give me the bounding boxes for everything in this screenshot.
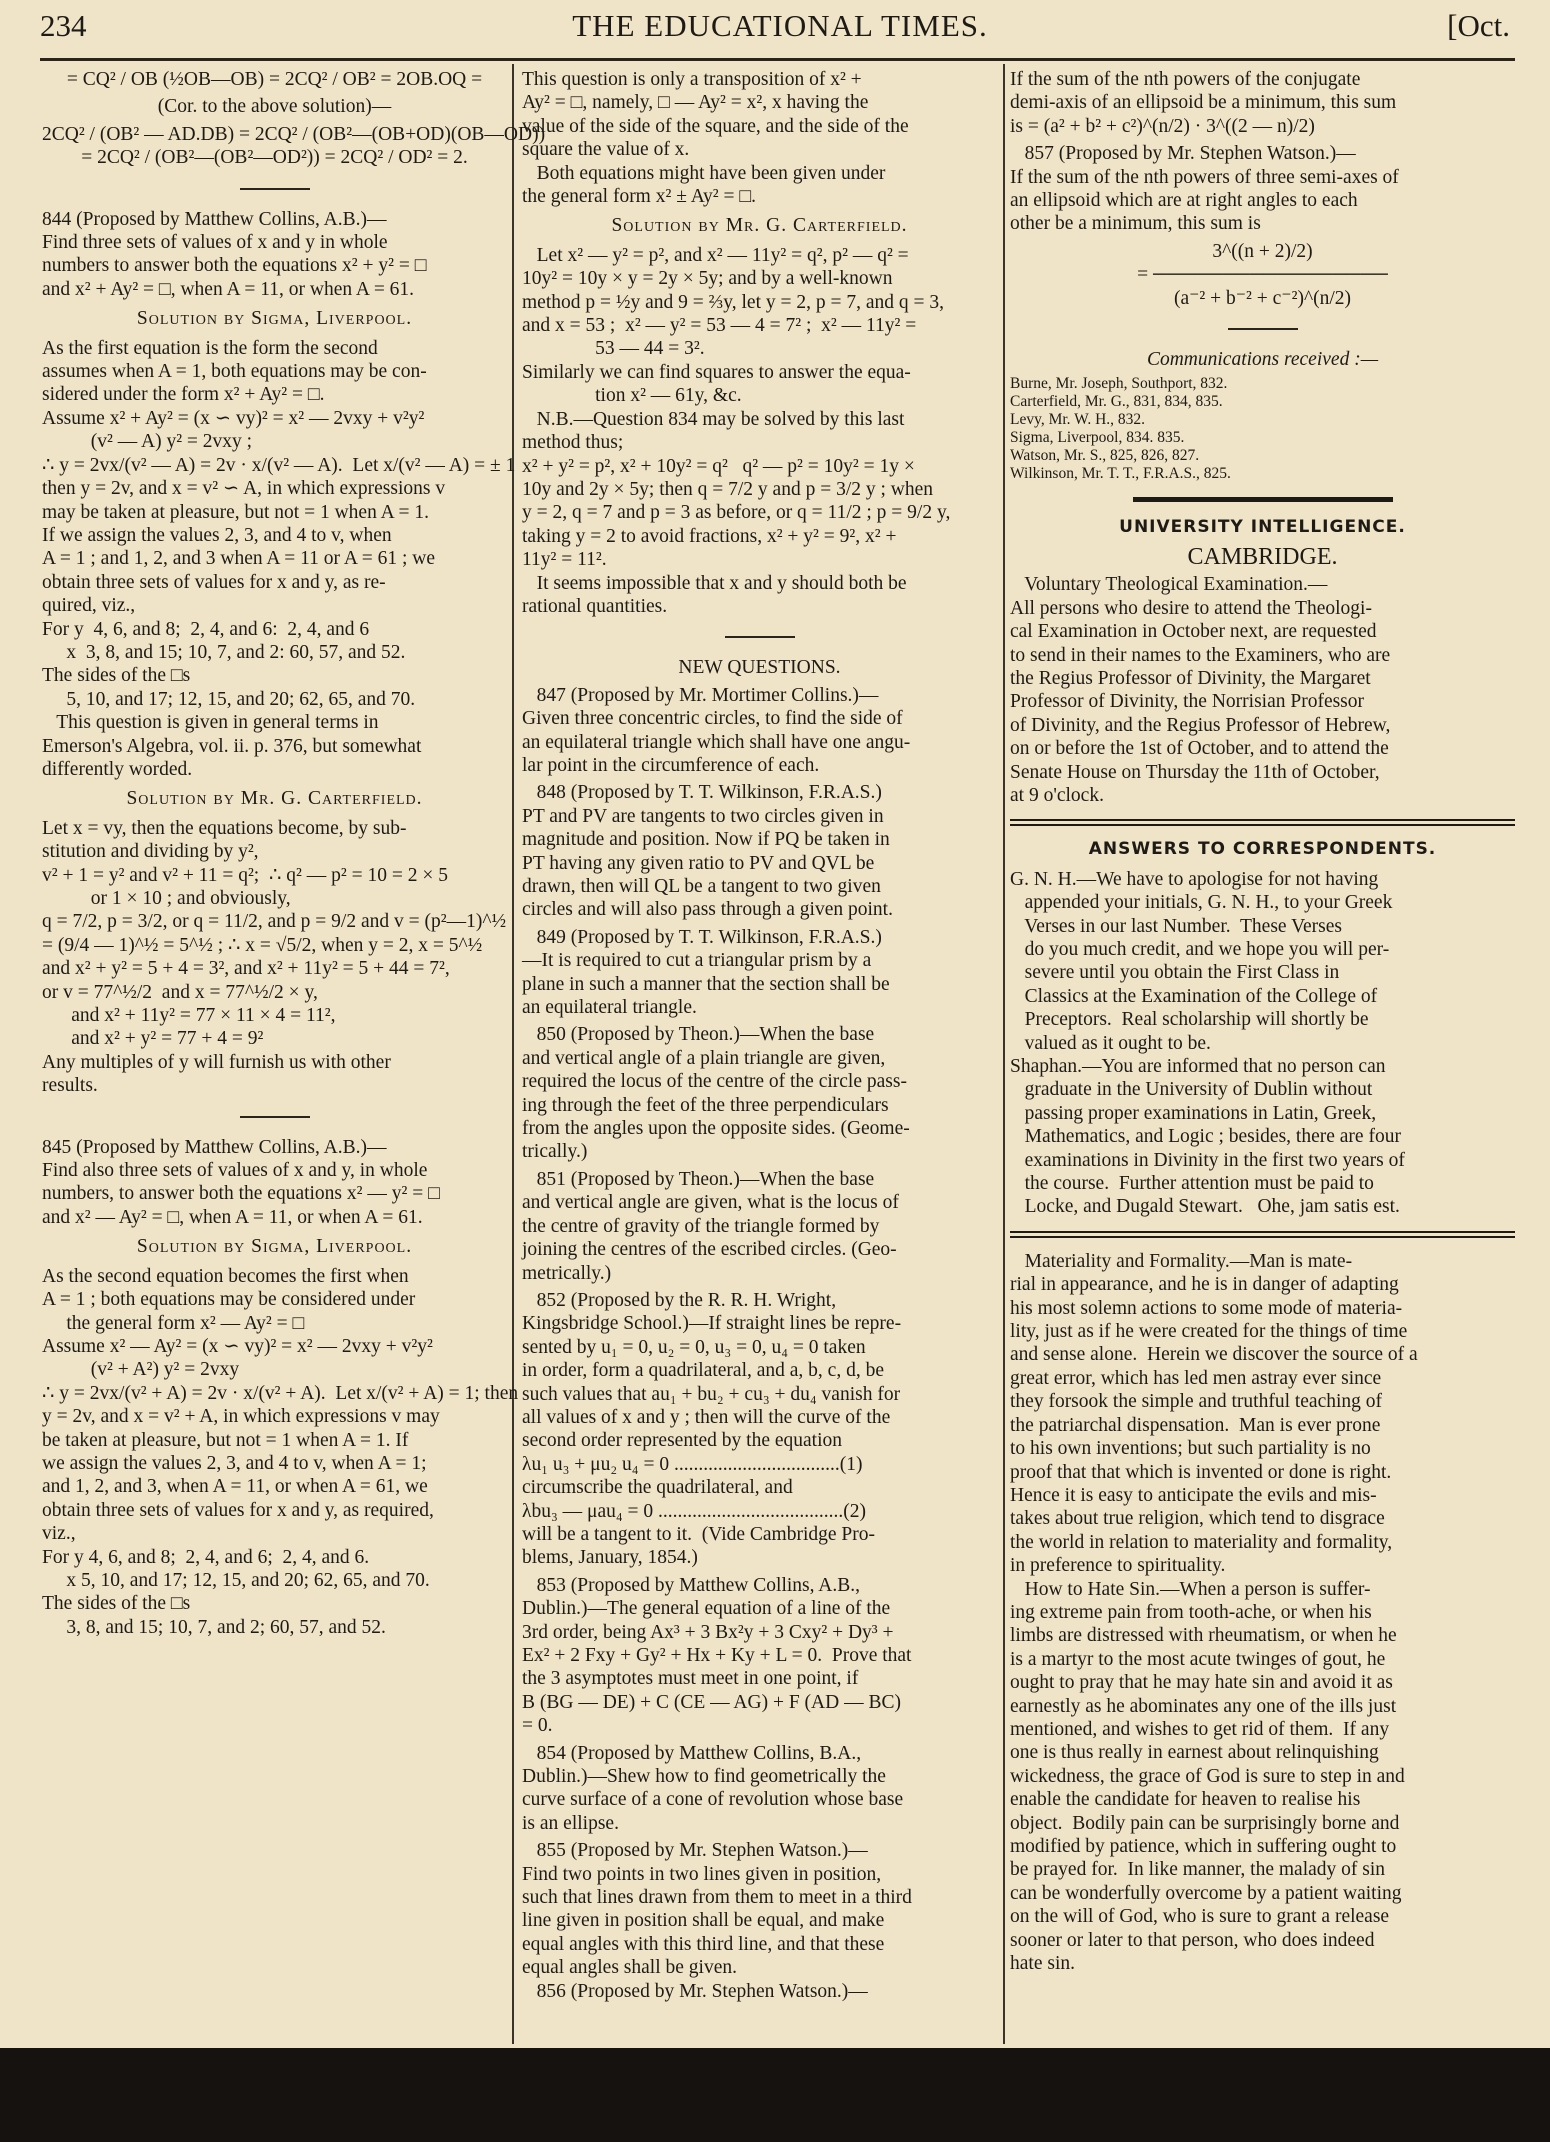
text-line: How to Hate Sin.—When a person is suffer- — [1010, 1578, 1371, 1600]
text-line: 857 (Proposed by Mr. Stephen Watson.)— — [1010, 143, 1356, 165]
text-line: 849 (Proposed by T. T. Wilkinson, F.R.A.S.) — [522, 926, 882, 948]
text-line: the patriarchal dispensation. Man is ever prone — [1010, 1414, 1381, 1436]
text-line: the course. Further attention must be paid to — [1010, 1173, 1374, 1195]
text-line: Emerson's Algebra, vol. ii. p. 376, but somewhat — [42, 735, 422, 757]
text-line: the 3 asymptotes must meet in one point, if — [522, 1668, 859, 1690]
text-line: UNIVERSITY INTELLIGENCE. — [1119, 517, 1406, 538]
text-line: λu₁ u₃ + μu₂ u₄ = 0 ..................................(1) — [522, 1453, 863, 1475]
text-line: Assume x² + Ay² = (x ∽ vy)² = x² — 2vxy + v²y² — [42, 407, 425, 429]
text-line: his most solemn actions to some mode of materia- — [1010, 1297, 1403, 1319]
text-line: 5, 10, and 17; 12, 15, and 20; 62, 65, and 70. — [42, 688, 416, 710]
text-line: For y 4, 6, and 8; 2, 4, and 6: 2, 4, and 6 — [42, 618, 370, 640]
text-line: severe until you obtain the First Class in — [1010, 962, 1340, 984]
text-line: such that lines drawn from them to meet in a third — [522, 1887, 912, 1909]
text-line: wickedness, the grace of God is sure to step in and — [1010, 1765, 1405, 1787]
text-line: graduate in the University of Dublin without — [1010, 1079, 1373, 1101]
text-line: Let x = vy, then the equations become, by sub- — [42, 817, 407, 839]
text-line: Communications received :— — [1146, 349, 1379, 371]
paragraph — [1010, 68, 1515, 138]
text-line: Find three sets of values of x and y in whole — [42, 232, 388, 254]
paragraph — [42, 337, 516, 782]
text-line: Find also three sets of values of x and y, in whole — [42, 1160, 428, 1182]
equation — [42, 68, 507, 91]
section-heading — [42, 1235, 507, 1258]
text-line: x 5, 10, and 17; 12, 15, and 20; 62, 65, and 70. — [42, 1569, 430, 1591]
text-line: Professor of Divinity, the Norrisian Professor — [1010, 691, 1365, 713]
text-line: plane in such a manner that the section shall be — [522, 973, 890, 995]
text-line: 3, 8, and 15; 10, 7, and 2; 60, 57, and 52. — [42, 1616, 386, 1638]
text-line: Solution by Mr. G. Carterfield. — [611, 215, 908, 237]
text-line: one is thus really in earnest about relinquishing — [1010, 1742, 1379, 1764]
text-line: 848 (Proposed by T. T. Wilkinson, F.R.A.S.) — [522, 782, 882, 804]
text-line: joining the centres of the escribed circles. (Geo- — [522, 1239, 897, 1261]
text-line: Similarly we can find squares to answer the equa- — [522, 361, 911, 383]
text-line: method thus; — [522, 432, 624, 454]
scan-border — [0, 2048, 1550, 2142]
column-divider — [1003, 64, 1005, 2044]
text-line: A = 1 ; and 1, 2, and 3 when A = 11 or A = 61 ; we — [42, 548, 435, 570]
text-line: circumscribe the quadrilateral, and — [522, 1477, 793, 1499]
equation — [42, 123, 546, 170]
text-line: stitution and dividing by y², — [42, 841, 259, 863]
text-line: ing through the feet of the three perpendiculars — [522, 1094, 889, 1116]
text-line: This question is given in general terms in — [42, 712, 379, 734]
text-line: 11y² = 11². — [522, 549, 607, 571]
page-header — [40, 4, 1520, 50]
text-line: line given in position shall be equal, and make — [522, 1910, 885, 1932]
text-line: Mathematics, and Logic ; besides, there are four — [1010, 1126, 1401, 1148]
section-divider — [1133, 497, 1393, 502]
text-line: on or before the 1st of October, and to attend the — [1010, 738, 1389, 760]
text-line: equal angles with this third line, and that these — [522, 1933, 885, 1955]
section-heading — [522, 214, 997, 237]
text-line: blems, January, 1854.) — [522, 1547, 698, 1569]
text-line: be prayed for. In like manner, the malady of sin — [1010, 1859, 1386, 1881]
text-line: the Regius Professor of Divinity, the Margaret — [1010, 667, 1371, 689]
text-line: metrically.) — [522, 1262, 612, 1284]
text-line: may be taken at pleasure, but not = 1 when A = 1. — [42, 501, 429, 523]
text-line: assumes when A = 1, both equations may be con- — [42, 361, 427, 383]
text-line: obtain three sets of values for x and y, as required, — [42, 1499, 434, 1521]
text-line: 853 (Proposed by Matthew Collins, A.B., — [522, 1574, 861, 1596]
text-line: x 3, 8, and 15; 10, 7, and 2: 60, 57, and 52. — [42, 641, 406, 663]
paragraph — [522, 1289, 997, 1570]
text-line: Watson, Mr. S., 825, 826, 827. — [1010, 447, 1200, 465]
text-line: = 2CQ² / (OB²—(OB²—OD²)) = 2CQ² / OD² = 2. — [81, 147, 468, 169]
text-line: N.B.—Question 834 may be solved by this last — [522, 408, 905, 430]
text-line: 851 (Proposed by Theon.)—When the base — [522, 1168, 875, 1190]
text-line: Solution by Sigma, Liverpool. — [136, 308, 413, 330]
paragraph — [42, 817, 507, 1098]
text-line: valued as it ought to be. — [1010, 1032, 1211, 1054]
text-line: It seems impossible that x and y should both be — [522, 572, 907, 594]
text-line: = CQ² / OB (½OB—OB) = 2CQ² / OB² = 2OB.OQ = — [66, 69, 483, 90]
text-line: equal angles shall be given. — [522, 1957, 737, 1979]
text-line: or 1 × 10 ; and obviously, — [42, 888, 291, 909]
text-line: Levy, Mr. W. H., 832. — [1010, 411, 1146, 429]
paragraph — [522, 244, 997, 619]
paragraph — [42, 1136, 507, 1230]
column-3 — [1010, 68, 1515, 1979]
paragraph — [522, 1839, 997, 2003]
text-line: The sides of the □s — [42, 1593, 191, 1615]
text-line: v² + 1 = y² and v² + 11 = q²; ∴ q² — p² = 10 = 2 × 5 — [42, 864, 448, 886]
text-line: 3rd order, being Ax³ + 3 Bx²y + 3 Cxy² + Dy³ + — [522, 1621, 894, 1643]
text-line: 844 (Proposed by Matthew Collins, A.B.)— — [42, 208, 387, 230]
text-line: y = 2v, and x = v² + A, in which expressions v may — [42, 1406, 440, 1428]
text-line: then y = 2v, and x = v² ∽ A, in which expressions v — [42, 478, 446, 500]
text-line: 856 (Proposed by Mr. Stephen Watson.)— — [522, 1980, 868, 2002]
text-line: takes about true religion, which tend to disgrace — [1010, 1508, 1385, 1530]
text-line: For y 4, 6, and 8; 2, 4, and 6; 2, 4, and 6. — [42, 1546, 370, 1568]
equation — [1010, 240, 1515, 310]
text-line: magnitude and position. Now if PQ be taken in — [522, 829, 890, 851]
text-line: and x = 53 ; x² — y² = 53 — 4 = 7² ; x² — 11y² = — [522, 315, 917, 337]
text-line: results. — [42, 1075, 98, 1097]
text-line: taking y = 2 to avoid fractions, x² + y² = 9², x² + — [522, 525, 897, 547]
text-line: The sides of the □s — [42, 665, 191, 687]
header-rule — [40, 58, 1515, 61]
text-line: = ───────────────── — [1137, 264, 1388, 286]
text-line: 10y² = 10y × y = 2y × 5y; and by a well-known — [522, 268, 893, 290]
text-line: All persons who desire to attend the Theologi- — [1010, 597, 1372, 619]
text-line: limbs are distressed with rheumatism, or when he — [1010, 1625, 1397, 1647]
text-line: drawn, then will QL be a tangent to two given — [522, 876, 881, 897]
text-line: great error, which has led men astray ever since — [1010, 1367, 1382, 1389]
text-line: appended your initials, G. N. H., to your Greek — [1010, 892, 1393, 914]
text-line: B (BG — DE) + C (CE — AG) + F (AD — BC) — [522, 1691, 901, 1713]
text-line: obtain three sets of values for x and y, as re- — [42, 571, 386, 593]
text-line: y = 2, q = 7 and p = 3 as before, or q = 11/2 ; p = 9/2 y, — [522, 502, 951, 524]
text-line: earnestly as he abominates any one of the ills just — [1010, 1695, 1397, 1717]
text-line: 847 (Proposed by Mr. Mortimer Collins.)— — [522, 684, 879, 706]
section-divider — [240, 188, 310, 190]
text-line: value of the side of the square, and the side of the — [522, 115, 909, 137]
text-line: circles and will also pass through a given point. — [522, 899, 893, 921]
text-line: NEW QUESTIONS. — [678, 657, 841, 679]
paragraph — [1010, 868, 1515, 1219]
section-divider — [725, 636, 795, 638]
text-line: Solution by Mr. G. Carterfield. — [126, 788, 423, 810]
text-line: the world in relation to materiality and formality, — [1010, 1531, 1393, 1553]
section-heading — [1010, 516, 1515, 539]
text-line: the general form x² ± Ay² = □. — [522, 186, 756, 208]
paragraph — [522, 656, 997, 679]
text-line: (a⁻² + b⁻² + c⁻²)^(n/2) — [1173, 287, 1351, 309]
text-line: Sigma, Liverpool, 834. 835. — [1010, 429, 1185, 447]
text-line: passing proper examinations in Latin, Greek, — [1010, 1102, 1377, 1124]
text-line: This question is only a transposition of x² + — [522, 69, 862, 90]
text-line: 845 (Proposed by Matthew Collins, A.B.)— — [42, 1136, 387, 1158]
text-line: Assume x² — Ay² = (x ∽ vy)² = x² — 2vxy + v²y² — [42, 1335, 433, 1357]
text-line: trically.) — [522, 1141, 588, 1163]
column-divider — [512, 64, 514, 2044]
text-line: rial in appearance, and he is in danger of adapting — [1010, 1274, 1399, 1296]
text-line: = 0. — [522, 1715, 553, 1737]
text-line: curve surface of a cone of revolution whose base — [522, 1789, 904, 1811]
paragraph — [42, 95, 507, 118]
text-line: 2CQ² / (OB² — AD.DB) = 2CQ² / (OB²—(OB+OD)(OB—OD)) — [42, 123, 546, 145]
text-line: the centre of gravity of the triangle formed by — [522, 1215, 880, 1237]
text-line: = (9/4 — 1)^½ = 5^½ ; ∴ x = √5/2, when y = 2, x = 5^½ — [42, 934, 483, 956]
text-line: x² + y² = p², x² + 10y² = q² q² — p² = 10y² = 1y × — [522, 455, 915, 477]
text-line: of Divinity, and the Regius Professor of Hebrew, — [1010, 714, 1391, 736]
text-line: an equilateral triangle which shall have one angu- — [522, 731, 911, 753]
section-divider — [1228, 328, 1298, 330]
text-line: required the locus of the centre of the circle pass- — [522, 1071, 907, 1093]
text-line: Both equations might have been given under — [522, 162, 886, 184]
text-line: Classics at the Examination of the College of — [1010, 985, 1378, 1007]
text-line: Find two points in two lines given in position, — [522, 1863, 882, 1885]
paragraph — [522, 926, 997, 1020]
text-line: Given three concentric circles, to find the side of — [522, 708, 903, 730]
paragraph — [1010, 142, 1515, 236]
text-line: 3^((n + 2)/2) — [1212, 240, 1313, 262]
text-line: numbers, to answer both the equations x² — y² = □ — [42, 1183, 440, 1205]
text-line: Preceptors. Real scholarship will shortly be — [1010, 1009, 1369, 1031]
text-line: Shaphan.—You are informed that no person can — [1010, 1056, 1386, 1077]
text-line: Kingsbridge School.)—If straight lines be repre- — [522, 1313, 902, 1335]
text-line: PT having any given ratio to PV and QVL be — [522, 852, 875, 874]
text-line: second order represented by the equation — [522, 1430, 842, 1452]
text-line: ing extreme pain from tooth-ache, or when his — [1010, 1601, 1372, 1623]
paragraph — [1010, 1250, 1515, 1976]
text-line: and x² + Ay² = □, when A = 11, or when A = 61. — [42, 278, 415, 300]
text-line: an equilateral triangle. — [522, 997, 697, 1019]
text-line: 53 — 44 = 3². — [522, 338, 705, 360]
text-line: in preference to spirituality. — [1010, 1555, 1226, 1577]
text-line: demi-axis of an ellipsoid be a minimum, this sum — [1010, 92, 1397, 114]
text-line: will be a tangent to it. (Vide Cambridge Pro- — [522, 1523, 875, 1545]
text-line: Locke, and Dugald Stewart. Ohe, jam satis est. — [1010, 1196, 1400, 1218]
text-line: we assign the values 2, 3, and 4 to v, when A = 1; — [42, 1452, 427, 1474]
text-line: and x² + y² = 77 + 4 = 9² — [42, 1028, 264, 1050]
text-line: they forsook the simple and truthful teaching of — [1010, 1391, 1383, 1413]
text-line: the general form x² — Ay² = □ — [42, 1312, 305, 1334]
paragraph — [1010, 375, 1515, 483]
text-line: cal Examination in October next, are requested — [1010, 621, 1377, 643]
text-line: object. Bodily pain can be surprisingly borne and — [1010, 1812, 1400, 1834]
text-line: ∴ y = 2vx/(v² + A) = 2v · x/(v² + A). Let x/(v² + A) = 1; then — [42, 1382, 519, 1404]
text-line: PT and PV are tangents to two circles given in — [522, 805, 884, 827]
column-2 — [522, 68, 997, 2007]
text-line: If we assign the values 2, 3, and 4 to v, when — [42, 524, 392, 546]
text-line: q = 7/2, p = 3/2, or q = 11/2, and p = 9/2 and v = (p²—1)^½ — [42, 911, 507, 933]
text-line: If the sum of the nth powers of the conjugate — [1010, 69, 1361, 90]
paragraph — [522, 1023, 997, 1163]
paragraph — [1010, 573, 1515, 807]
text-line: is an ellipse. — [522, 1812, 619, 1834]
paragraph — [522, 781, 997, 921]
text-line: Ex² + 2 Fxy + Gy² + Hx + Ky + L = 0. Prove that — [522, 1645, 912, 1666]
text-line: proof that that which is invented or done is right. — [1010, 1461, 1392, 1483]
section-heading — [1010, 838, 1515, 861]
text-line: numbers to answer both the equations x² + y² = □ — [42, 255, 427, 277]
text-line: (v² — A) y² = 2vxy ; — [42, 431, 253, 453]
text-line: ought to pray that he may hate sin and avoid it as — [1010, 1672, 1393, 1694]
text-line: Ay² = □, namely, □ — Ay² = x², x having the — [522, 92, 869, 114]
paragraph — [1010, 348, 1515, 371]
paragraph — [522, 1574, 997, 1738]
section-heading — [1010, 543, 1515, 570]
paragraph — [522, 68, 997, 208]
text-line: quired, viz., — [42, 595, 136, 617]
text-line: mentioned, and wishes to get rid of them. If any — [1010, 1718, 1390, 1740]
section-divider — [1010, 819, 1515, 826]
text-line: As the second equation becomes the first when — [42, 1265, 409, 1287]
text-line: is = (a² + b² + c²)^(n/2) · 3^((2 — n)/2) — [1010, 115, 1315, 137]
text-line: 854 (Proposed by Matthew Collins, B.A., — [522, 1742, 862, 1764]
text-line: modified by patience, which in suffering ought to — [1010, 1836, 1397, 1857]
text-line: Materiality and Formality.—Man is mate- — [1010, 1250, 1353, 1272]
text-line: Dublin.)—The general equation of a line of the — [522, 1598, 891, 1620]
issue-month: [Oct. — [1447, 8, 1510, 43]
section-divider — [240, 1116, 310, 1118]
text-line: (Cor. to the above solution)— — [157, 96, 392, 118]
text-line: sooner or later to that person, who does indeed — [1010, 1929, 1375, 1951]
text-line: other be a minimum, this sum is — [1010, 213, 1261, 235]
paragraph — [42, 208, 507, 302]
text-line: Solution by Sigma, Liverpool. — [136, 1236, 413, 1258]
text-line: Senate House on Thursday the 11th of October, — [1010, 761, 1380, 783]
text-line: 850 (Proposed by Theon.)—When the base — [522, 1024, 875, 1046]
paragraph — [522, 1742, 997, 1836]
text-line: 10y and 2y × 5y; then q = 7/2 y and p = 3/2 y ; when — [522, 478, 934, 500]
text-line: an ellipsoid which are at right angles to each — [1010, 190, 1358, 212]
text-line: (v² + A²) y² = 2vxy — [42, 1359, 240, 1381]
text-line: and vertical angle of a plain triangle are given, — [522, 1047, 886, 1069]
text-line: Hence it is easy to anticipate the evils and mis- — [1010, 1484, 1377, 1506]
text-line: do you much credit, and we hope you will per- — [1010, 938, 1390, 960]
text-line: ∴ y = 2vx/(v² — A) = 2v · x/(v² — A). Let x/(v² — A) = ± 1 — [42, 454, 516, 476]
text-line: λbu₃ — μau₄ = 0 ......................................(2) — [522, 1500, 867, 1522]
text-line: such values that au₁ + bu₂ + cu₃ + du₄ vanish for — [522, 1383, 901, 1405]
text-line: sidered under the form x² + Ay² = □. — [42, 384, 325, 406]
text-line: can be wonderfully overcome by a patient waiting — [1010, 1882, 1402, 1904]
text-line: all values of x and y ; then will the curve of the — [522, 1406, 891, 1428]
text-line: If the sum of the nth powers of three semi-axes of — [1010, 166, 1399, 188]
text-line: sented by u₁ = 0, u₂ = 0, u₃ = 0, u₄ = 0 taken — [522, 1336, 866, 1358]
text-line: As the first equation is the form the second — [42, 337, 378, 359]
text-line: differently worded. — [42, 758, 193, 780]
text-line: rational quantities. — [522, 595, 668, 617]
text-line: and x² + y² = 5 + 4 = 3², and x² + 11y² = 5 + 44 = 7², — [42, 958, 450, 980]
text-line: method p = ½y and 9 = ⅔y, let y = 2, p = 7, and q = 3, — [522, 291, 945, 313]
text-line: in order, form a quadrilateral, and a, b, c, d, be — [522, 1360, 884, 1382]
text-line: —It is required to cut a triangular prism by a — [522, 950, 872, 972]
text-line: A = 1 ; both equations may be considered under — [42, 1289, 416, 1311]
page-number: 234 — [40, 8, 87, 43]
text-line: or v = 77^½/2 and x = 77^½/2 × y, — [42, 981, 318, 1003]
text-line: enable the candidate for heaven to realise his — [1010, 1789, 1361, 1811]
text-line: viz., — [42, 1523, 76, 1545]
text-line: and vertical angle are given, what is the locus of — [522, 1192, 899, 1214]
text-line: 855 (Proposed by Mr. Stephen Watson.)— — [522, 1840, 868, 1862]
paragraph — [522, 684, 997, 778]
text-line: examinations in Divinity in the first two years of — [1010, 1149, 1405, 1171]
text-line: Dublin.)—Shew how to find geometrically the — [522, 1766, 886, 1788]
text-line: be taken at pleasure, but not = 1 when A = 1. If — [42, 1429, 409, 1451]
text-line: from the angles upon the opposite sides. (Geome- — [522, 1118, 910, 1140]
text-line: lar point in the circumference of each. — [522, 754, 820, 776]
text-line: Carterfield, Mr. G., 831, 834, 835. — [1010, 393, 1223, 411]
text-line: and sense alone. Herein we discover the source of a — [1010, 1344, 1418, 1366]
text-line: Any multiples of y will furnish us with other — [42, 1051, 391, 1073]
text-line: Voluntary Theological Examination.— — [1010, 574, 1328, 596]
text-line: and 1, 2, and 3, when A = 11, or when A = 61, we — [42, 1476, 428, 1498]
text-line: G. N. H.—We have to apologise for not having — [1010, 868, 1379, 890]
text-line: to his own inventions; but such partiality is no — [1010, 1438, 1371, 1460]
paragraph — [42, 1265, 519, 1640]
text-line: ANSWERS TO CORRESPONDENTS. — [1088, 839, 1437, 860]
paragraph — [522, 1168, 997, 1285]
section-heading — [42, 307, 507, 330]
text-line: at 9 o'clock. — [1010, 784, 1104, 806]
text-line: hate sin. — [1010, 1953, 1075, 1975]
text-line: and x² + 11y² = 77 × 11 × 4 = 11², — [42, 1005, 336, 1027]
text-line: on the will of God, who is sure to grant a release — [1010, 1906, 1390, 1928]
masthead-title: THE EDUCATIONAL TIMES. — [572, 8, 988, 43]
section-divider — [1010, 1231, 1515, 1238]
text-line: tion x² — 61y, &c. — [522, 385, 742, 407]
text-line: square the value of x. — [522, 139, 690, 161]
text-line: Burne, Mr. Joseph, Southport, 832. — [1010, 375, 1228, 393]
section-heading — [42, 787, 507, 810]
column-1 — [42, 68, 546, 1643]
text-line: Let x² — y² = p², and x² — 11y² = q², p² — q² = — [522, 244, 909, 266]
text-line: CAMBRIDGE. — [1187, 543, 1338, 570]
text-line: to send in their names to the Examiners, who are — [1010, 644, 1391, 666]
text-line: is a martyr to the most acute twinges of gout, he — [1010, 1648, 1386, 1670]
text-line: 852 (Proposed by the R. R. H. Wright, — [522, 1289, 837, 1311]
text-line: Wilkinson, Mr. T. T., F.R.A.S., 825. — [1010, 465, 1231, 483]
text-line: lity, just as if he were created for the things of time — [1010, 1321, 1408, 1343]
text-line: and x² — Ay² = □, when A = 11, or when A = 61. — [42, 1206, 423, 1228]
text-line: Verses in our last Number. These Verses — [1010, 915, 1342, 937]
